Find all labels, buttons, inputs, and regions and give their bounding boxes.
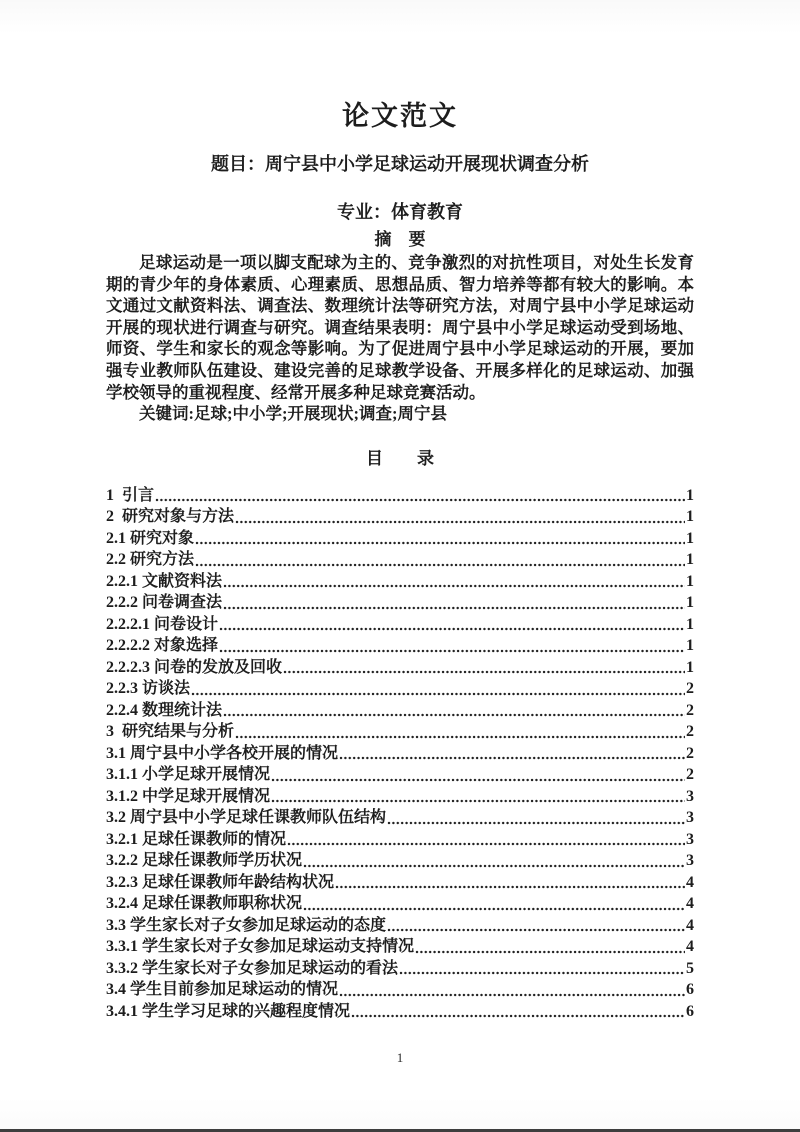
toc-entry-page: 6 [686, 981, 694, 999]
toc-entry-page: 1 [686, 508, 694, 526]
thesis-subject-line: 题目：周宁县中小学足球运动开展现状调查分析 [211, 154, 589, 174]
toc-leader-dots [191, 692, 685, 696]
page-title: 论文范文 [342, 101, 458, 131]
toc-entry-page: 4 [686, 916, 694, 934]
toc-leader-dots [223, 713, 685, 717]
toc-entry [106, 571, 694, 593]
toc-entry-page: 3 [686, 830, 694, 848]
toc-entry-page: 1 [686, 637, 694, 655]
toc-leader-dots [195, 563, 685, 567]
toc-entry-label: 3.1 周宁县中小学各校开展的情况 [106, 744, 339, 762]
toc-entry [106, 850, 694, 872]
toc-entry [106, 936, 694, 958]
abstract-heading: 摘 要 [374, 230, 426, 249]
toc-entry-page: 3 [686, 787, 694, 805]
toc-entry-label: 3.3.1 学生家长对子女参加足球运动支持情况 [106, 938, 415, 956]
toc-leader-dots [271, 778, 685, 782]
toc-entry [106, 872, 694, 894]
toc-leader-dots [303, 907, 685, 911]
toc-entry [106, 657, 694, 679]
toc-leader-dots [271, 799, 685, 803]
toc-leader-dots [415, 950, 685, 954]
toc-leader-dots [287, 842, 685, 846]
toc-leader-dots [283, 670, 685, 674]
toc-entry-label: 3.2.3 足球任课教师年龄结构状况 [106, 873, 335, 891]
toc-entry-label: 2.2.1 文献资料法 [106, 572, 223, 590]
toc-leader-dots [219, 627, 685, 631]
toc-leader-dots [335, 885, 685, 889]
toc-entry-label: 3.2 周宁县中小学足球任课教师队伍结构 [106, 809, 387, 827]
toc-entry-page: 1 [686, 594, 694, 612]
toc-entry [106, 614, 694, 636]
toc-entry [106, 786, 694, 808]
toc-entry-label: 2.2 研究方法 [106, 551, 195, 569]
toc-entry [106, 829, 694, 851]
toc-entry [106, 528, 694, 550]
toc-entry [106, 635, 694, 657]
toc-entry-page: 1 [686, 572, 694, 590]
toc-leader-dots [219, 649, 685, 653]
toc-entry-label: 2.2.2.3 问卷的发放及回收 [106, 658, 283, 676]
toc-entry-page: 2 [686, 744, 694, 762]
toc-list [106, 485, 694, 1023]
toc-entry [106, 506, 694, 528]
toc-leader-dots [223, 584, 685, 588]
toc-entry-page: 3 [686, 852, 694, 870]
toc-entry-page: 5 [686, 959, 694, 977]
toc-entry-label: 3 研究结果与分析 [106, 723, 235, 741]
major-line: 专业：体育教育 [337, 202, 463, 222]
abstract-body: 足球运动是一项以脚支配球为主的、竞争激烈的对抗性项目，对处生长发育期的青少年的身体素质、心理素质、思想品质、智力培养等都有较大的影响。本文通过文献资料法、调查法、数理统计法等研究方法，对周宁县中小学足球运动开展的现状进行调查与研究。调查结果表明：周宁县中小学足球运动受到场地、师资、学生和家长的观念等影响。为了促进周宁县中小学足球运动的开展，要加强专业教师队伍建设、建设完善的足球教学设备、开展多样化的足球运动、加强学校领导的重视程度、经常开展多种足球竞赛活动。 [106, 253, 694, 402]
toc-leader-dots [339, 756, 685, 760]
toc-leader-dots [387, 928, 685, 932]
toc-entry-page: 2 [686, 723, 694, 741]
toc-entry-label: 3.3 学生家长对子女参加足球运动的态度 [106, 916, 387, 934]
toc-entry [106, 979, 694, 1001]
toc-entry [106, 549, 694, 571]
toc-entry-page: 4 [686, 895, 694, 913]
toc-entry [106, 807, 694, 829]
keywords-line: 关键词:足球;中小学;开展现状;调查;周宁县 [139, 404, 447, 424]
toc-entry-page: 4 [686, 938, 694, 956]
toc-entry-label: 3.2.2 足球任课教师学历状况 [106, 852, 303, 870]
toc-entry-page: 2 [686, 701, 694, 719]
toc-entry-page: 1 [686, 529, 694, 547]
page-content [106, 0, 694, 1066]
toc-entry [106, 700, 694, 722]
toc-entry-label: 2.2.2.1 问卷设计 [106, 615, 219, 633]
toc-leader-dots [155, 498, 685, 502]
toc-leader-dots [223, 606, 685, 610]
toc-entry-label: 3.1.1 小学足球开展情况 [106, 766, 271, 784]
toc-leader-dots [339, 993, 685, 997]
toc-entry-page: 2 [686, 766, 694, 784]
toc-entry-page: 2 [686, 680, 694, 698]
toc-leader-dots [303, 864, 685, 868]
toc-entry-label: 1 引言 [106, 486, 155, 504]
toc-leader-dots [195, 541, 685, 545]
toc-heading: 目 录 [366, 448, 434, 468]
toc-entry-label: 3.1.2 中学足球开展情况 [106, 787, 271, 805]
toc-entry-page: 1 [686, 551, 694, 569]
toc-leader-dots [387, 821, 685, 825]
toc-entry [106, 743, 694, 765]
toc-entry-label: 3.4.1 学生学习足球的兴趣程度情况 [106, 1002, 351, 1020]
toc-entry-page: 1 [686, 615, 694, 633]
toc-entry [106, 721, 694, 743]
toc-entry-page: 3 [686, 809, 694, 827]
toc-entry [106, 678, 694, 700]
toc-entry [106, 893, 694, 915]
toc-entry-label: 2.1 研究对象 [106, 529, 195, 547]
toc-entry-label: 3.2.1 足球任课教师的情况 [106, 830, 287, 848]
toc-entry-label: 2 研究对象与方法 [106, 508, 235, 526]
toc-entry-label: 3.3.2 学生家长对子女参加足球运动的看法 [106, 959, 399, 977]
toc-entry-page: 1 [686, 486, 694, 504]
toc-entry [106, 915, 694, 937]
toc-entry-page: 4 [686, 873, 694, 891]
toc-leader-dots [351, 1014, 685, 1018]
toc-entry-label: 2.2.3 访谈法 [106, 680, 191, 698]
toc-entry [106, 1001, 694, 1023]
toc-entry-page: 1 [686, 658, 694, 676]
toc-leader-dots [399, 971, 685, 975]
toc-entry-label: 3.4 学生目前参加足球运动的情况 [106, 981, 339, 999]
toc-entry [106, 485, 694, 507]
toc-entry-page: 6 [686, 1002, 694, 1020]
footer-page-number: 1 [396, 1050, 404, 1066]
toc-entry [106, 764, 694, 786]
toc-entry [106, 592, 694, 614]
toc-leader-dots [235, 520, 685, 524]
toc-entry-label: 2.2.4 数理统计法 [106, 701, 223, 719]
toc-leader-dots [235, 735, 685, 739]
toc-entry-label: 2.2.2.2 对象选择 [106, 637, 219, 655]
toc-entry-label: 2.2.2 问卷调查法 [106, 594, 223, 612]
toc-entry-label: 3.2.4 足球任课教师职称状况 [106, 895, 303, 913]
toc-entry [106, 958, 694, 980]
